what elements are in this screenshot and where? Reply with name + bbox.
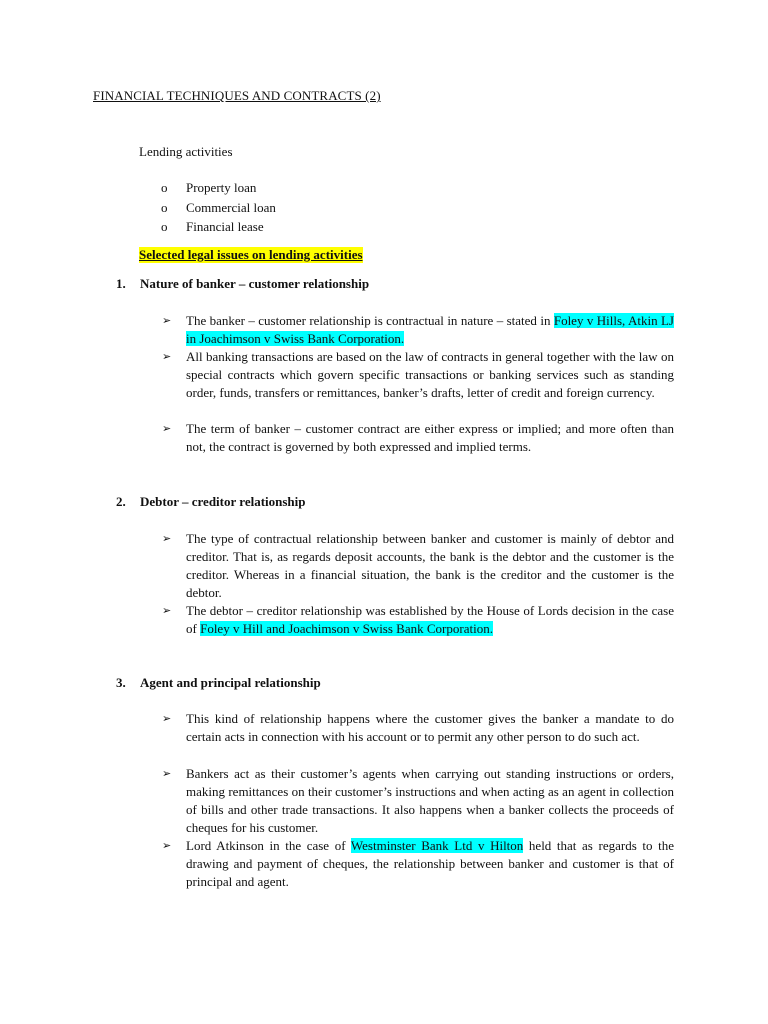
- list-item-text: Commercial loan: [186, 200, 276, 215]
- case-citation: Foley v Hills, Atkin LJ in Joachimson v Swiss Bank Corporation.: [186, 313, 674, 346]
- bullet-item: [162, 837, 674, 891]
- arrow-bullet-icon: ➢: [162, 604, 172, 617]
- case-citation: Foley v Hill and Joachimson v Swiss Bank Corporation.: [200, 621, 493, 636]
- list-item-text: Property loan: [186, 180, 257, 195]
- bullet-item: [162, 765, 674, 837]
- section-number: 1.: [116, 276, 126, 291]
- bullet-text: Lord Atkinson in the case of: [186, 838, 351, 853]
- arrow-bullet-icon: ➢: [162, 350, 172, 363]
- case-citation: Westminster Bank Ltd v Hilton: [350, 838, 524, 853]
- bullet-text: Bankers act as their customer’s agents when carrying out standing instructions or orders, making remittances on their customer’s instructions and when acting as an agent in collection of bills and other trade transactions. It also happens when a banker collects the proceeds of cheques for his customer.: [186, 766, 674, 835]
- arrow-bullet-icon: ➢: [162, 314, 172, 327]
- circle-bullet: o: [161, 180, 168, 195]
- arrow-bullet-icon: ➢: [162, 839, 172, 852]
- bullet-item: [162, 348, 674, 402]
- section-title: Debtor – creditor relationship: [140, 494, 306, 509]
- bullet-text: This kind of relationship happens where the customer gives the banker a mandate to do certain acts in connection with his account or to permit any other person to do such act.: [186, 711, 674, 744]
- arrow-bullet-icon: ➢: [162, 767, 172, 780]
- list-item-text: Financial lease: [186, 219, 264, 234]
- document-title: FINANCIAL TECHNIQUES AND CONTRACTS (2): [93, 88, 381, 103]
- bullet-item: [162, 312, 674, 348]
- bullet-item: [162, 530, 674, 602]
- arrow-bullet-icon: ➢: [162, 422, 172, 435]
- bullet-text: The debtor – creditor relationship was established by the House of Lords decision in the case of: [186, 603, 674, 636]
- list-item: [161, 219, 264, 235]
- section-number: 3.: [116, 675, 126, 690]
- bullet-text: The type of contractual relationship between banker and customer is mainly of debtor and creditor. That is, as regards deposit accounts, the bank is the debtor and the customer is the creditor. Whereas in a financial situation, the bank is the creditor and the customer is the debtor.: [186, 531, 674, 600]
- section-number: 2.: [116, 494, 126, 509]
- circle-bullet: o: [161, 219, 168, 234]
- section-heading: [116, 494, 306, 510]
- section-title: Nature of banker – customer relationship: [140, 276, 370, 291]
- bullet-item: [162, 710, 674, 746]
- arrow-bullet-icon: ➢: [162, 712, 172, 725]
- circle-bullet: o: [161, 200, 168, 215]
- bullet-text: The banker – customer relationship is contractual in nature – stated in: [186, 313, 554, 328]
- issues-heading: Selected legal issues on lending activities: [139, 247, 363, 262]
- bullet-item: [162, 602, 674, 638]
- section-heading: [116, 276, 369, 292]
- bullet-text-after: held that as regards to the drawing and payment of cheques, the relationship between banker and customer is that of principal and agent.: [186, 838, 674, 889]
- list-item: [161, 180, 256, 196]
- list-item: [161, 200, 276, 216]
- arrow-bullet-icon: ➢: [162, 532, 172, 545]
- bullet-text: The term of banker – customer contract are either express or implied; and more often than not, the contract is governed by both expressed and implied terms.: [186, 421, 674, 454]
- section-title: Agent and principal relationship: [140, 675, 321, 690]
- section-heading: [116, 675, 321, 691]
- bullet-text: All banking transactions are based on the law of contracts in general together with the law on special contracts which govern specific transactions or banking services such as standing order, funds, transfers or remittances, banker’s drafts, letter of credit and foreign currency.: [186, 349, 674, 400]
- bullet-item: [162, 420, 674, 456]
- lending-activities-label: Lending activities: [139, 144, 233, 159]
